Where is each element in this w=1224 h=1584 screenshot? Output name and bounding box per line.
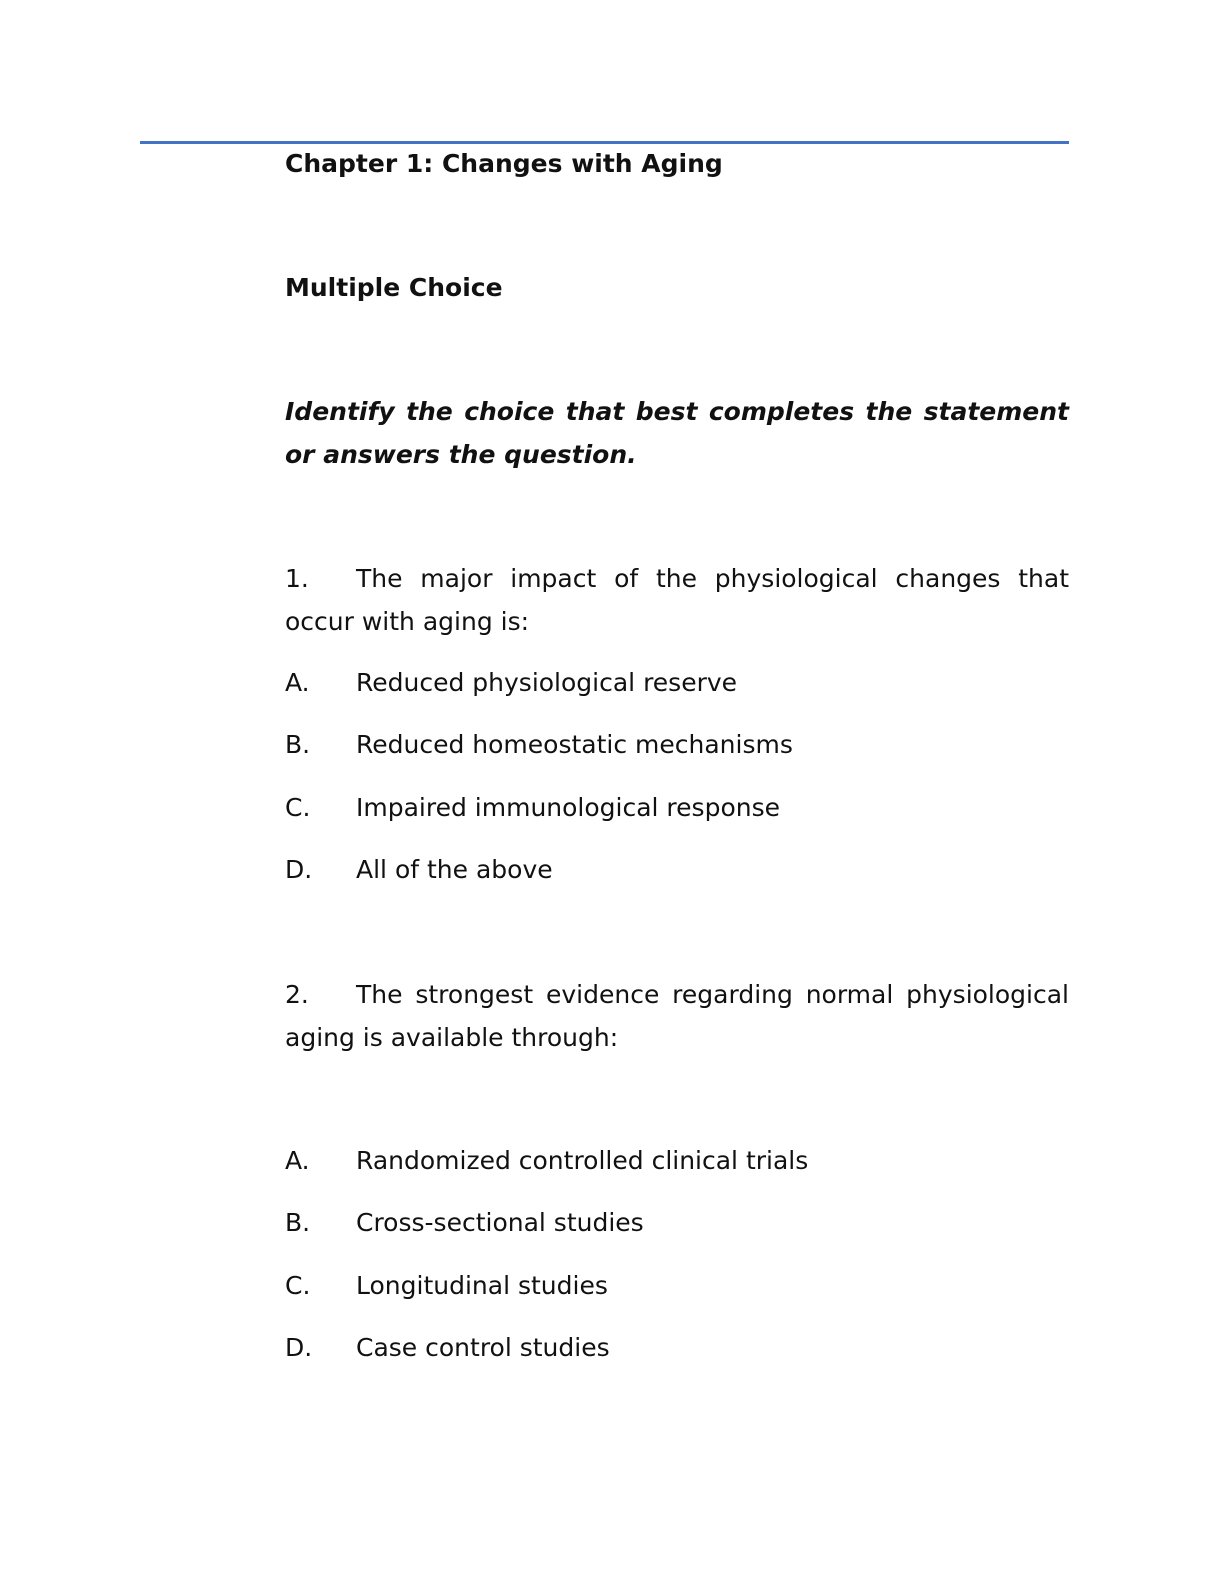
q1-option-a — [285, 661, 737, 704]
question-2 — [285, 973, 1069, 1059]
question-1 — [285, 557, 1069, 643]
option-letter: C. — [285, 793, 311, 822]
question-number: 2. — [285, 980, 309, 1009]
q2-option-c — [285, 1264, 608, 1307]
q1-option-d — [285, 848, 553, 891]
option-text: Reduced physiological reserve — [356, 668, 738, 697]
chapter-title: Chapter 1: Changes with Aging — [285, 149, 723, 178]
option-letter: A. — [285, 668, 310, 697]
option-letter: B. — [285, 730, 311, 759]
question-text: The major impact of the physiological changes that occur with aging is: — [285, 564, 1069, 636]
q2-option-a — [285, 1139, 808, 1182]
option-text: Impaired immunological response — [356, 793, 780, 822]
q1-option-b — [285, 723, 793, 766]
option-letter: D. — [285, 855, 313, 884]
option-letter: D. — [285, 1333, 313, 1362]
option-text: All of the above — [356, 855, 553, 884]
question-text: The strongest evidence regarding normal physiological aging is available through: — [285, 980, 1069, 1052]
option-letter: C. — [285, 1271, 311, 1300]
q1-option-c — [285, 786, 780, 829]
question-number: 1. — [285, 564, 309, 593]
option-text: Case control studies — [356, 1333, 610, 1362]
option-text: Randomized controlled clinical trials — [356, 1146, 809, 1175]
instructions: Identify the choice that best completes the statement or answers the question. — [285, 397, 1069, 469]
section-title: Multiple Choice — [285, 273, 503, 302]
q2-option-d — [285, 1326, 610, 1369]
q2-option-b — [285, 1201, 644, 1244]
option-letter: A. — [285, 1146, 310, 1175]
option-letter: B. — [285, 1208, 311, 1237]
option-text: Cross-sectional studies — [356, 1208, 644, 1237]
option-text: Longitudinal studies — [356, 1271, 608, 1300]
option-text: Reduced homeostatic mechanisms — [356, 730, 793, 759]
